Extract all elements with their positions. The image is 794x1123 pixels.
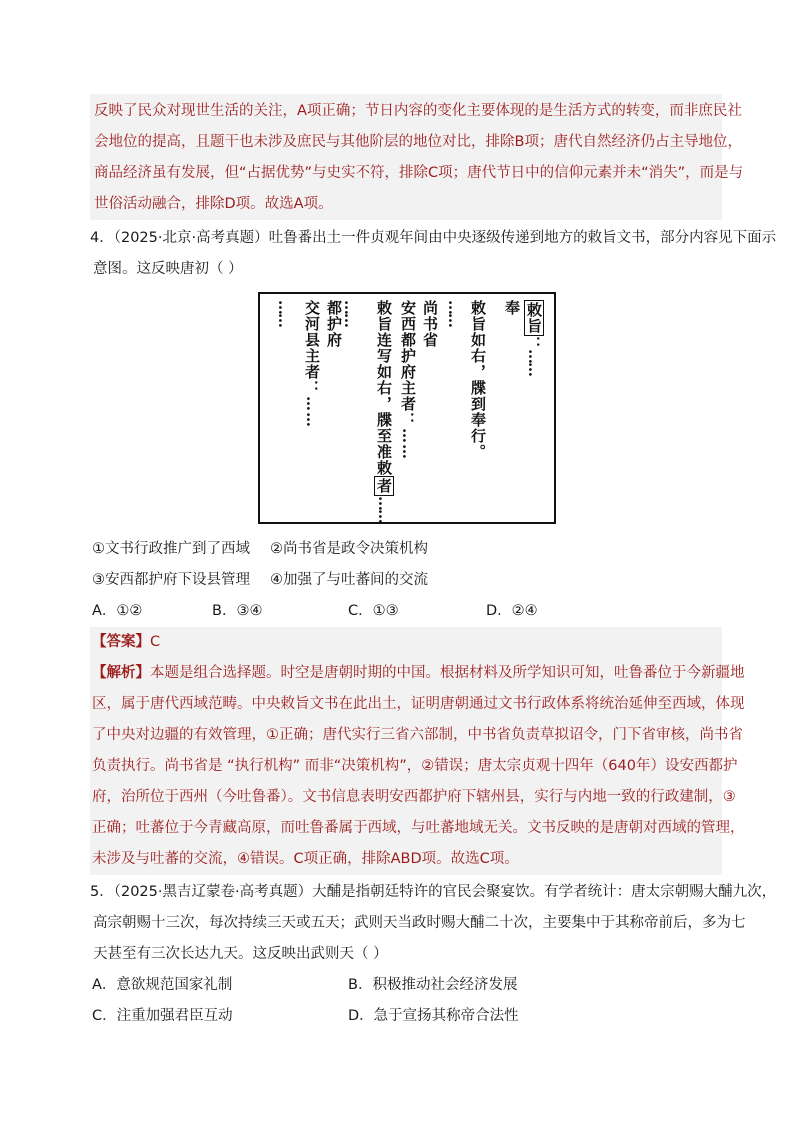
- analysis-line: 【解析】本题是组合选择题。时空是唐朝时期的中国。根据材料及所学知识可知，吐鲁番位于今新疆地: [92, 665, 745, 681]
- analysis-line: 未涉及与吐蕃的交流，④错误。C项正确，排除ABD项。故选C项。: [92, 851, 519, 867]
- analysis-line: 区，属于唐代西域范畴。中央敕旨文书在此出土，证明唐朝通过文书行政体系将统治延伸至西域，体现: [92, 696, 745, 712]
- q4-stem-line2: 意图。这反映唐初（ ）: [93, 261, 243, 277]
- diagram-col-8: ……: [341, 300, 359, 326]
- prev-analysis-box: [90, 94, 744, 220]
- diagram-col-1: 敕旨：……: [525, 302, 543, 375]
- answer-label: 【答案】: [92, 634, 150, 650]
- prev-analysis-line: 商品经济虽有发展，但“占据优势”与史实不符，排除C项；唐代节日中的信仰元素并未“消失”，而是与: [94, 165, 744, 181]
- diagram-col-4: ……: [445, 300, 463, 326]
- diagram-col-11: ……: [275, 300, 293, 326]
- answer-line: [92, 627, 722, 658]
- diagram-col-9: 都护府: [325, 300, 343, 348]
- q5-option-c: C．注重加强君臣互动: [92, 1008, 233, 1024]
- diagram-boxed-text: 敕旨: [525, 302, 543, 334]
- diagram-col-7: 敕旨连写如右，牒至准敕者……: [375, 300, 393, 522]
- analysis-label: 【解析】: [92, 665, 150, 681]
- q4-statement-1: ①文书行政推广到了西域: [92, 541, 250, 557]
- analysis-line: 正确；吐蕃位于今青藏高原，而吐鲁番属于西域，与吐蕃地域无关。文书反映的是唐朝对西域的管理，: [92, 820, 745, 836]
- diagram-boxed-text: 者: [375, 478, 393, 494]
- analysis-line: 了中央对边疆的有效管理，①正确；唐代实行三省六部制，中书省负责草拟诏令，门下省审核，尚书省: [92, 727, 743, 743]
- q4-statement-4: ④加强了与吐蕃间的交流: [270, 572, 428, 588]
- q4-answer-box: [90, 627, 745, 875]
- q4-statement-2: ②尚书省是政令决策机构: [270, 541, 428, 557]
- q4-statement-3: ③安西都护府下设县管理: [92, 572, 250, 588]
- q4-stem-line1: 4．（2025·北京·高考真题）吐鲁番出土一件贞观年间由中央逐级传递到地方的敕旨文书，部分内容见下面示: [90, 230, 777, 246]
- answer-value: C: [150, 634, 161, 650]
- analysis-line: 负责执行。尚书省是 “执行机构” 而非“决策机构”，②错误；唐太宗贞观十四年（640年）设安西都护: [92, 758, 738, 774]
- q4-option-c: C．①③: [348, 603, 399, 619]
- q4-option-b: B．③④: [212, 603, 263, 619]
- prev-analysis-line: 会地位的提高，且题干也未涉及庶民与其他阶层的地位对比，排除B项；唐代自然经济仍占主导地位，: [94, 134, 742, 150]
- q4-option-d: D．②④: [486, 603, 538, 619]
- prev-analysis-line: 世俗活动融合，排除D项。故选A项。: [94, 196, 333, 212]
- diagram-col-5: 尚书省: [421, 300, 439, 348]
- diagram-col-3: 敕旨如右，牒到奉行。: [469, 300, 487, 460]
- diagram-col-10: 交河县主者：……: [303, 300, 321, 428]
- q5-stem-line3: 天甚至有三次长达九天。这反映出武则天（ ）: [93, 946, 388, 962]
- q5-stem-line2: 高宗朝赐十三次，每次持续三天或五天；武则天当政时赐大酺二十次，主要集中于其称帝前后，多为七: [93, 915, 746, 931]
- q5-option-a: A．意欲规范国家礼制: [92, 977, 233, 993]
- q4-option-a: A．①②: [92, 603, 143, 619]
- q5-stem-line1: 5．（2025·黑吉辽蒙卷·高考真题）大酺是指朝廷特许的官民会聚宴饮。有学者统计：唐太宗朝赐大酺九次，: [90, 884, 777, 900]
- decree-diagram: [258, 292, 556, 524]
- prev-analysis-line: 反映了民众对现世生活的关注，A项正确；节日内容的变化主要体现的是生活方式的转变，而非庶民社: [94, 103, 742, 119]
- analysis-line: 府，治所位于西州（今吐鲁番）。文书信息表明安西都护府下辖州县，实行与内地一致的行政建制，③: [92, 789, 736, 805]
- q5-option-b: B．积极推动社会经济发展: [348, 977, 518, 993]
- diagram-col-6: 安西都护府主者：……: [399, 300, 417, 460]
- diagram-col-2: 奉: [503, 300, 521, 316]
- q5-option-d: D．急于宣扬其称帝合法性: [348, 1008, 519, 1024]
